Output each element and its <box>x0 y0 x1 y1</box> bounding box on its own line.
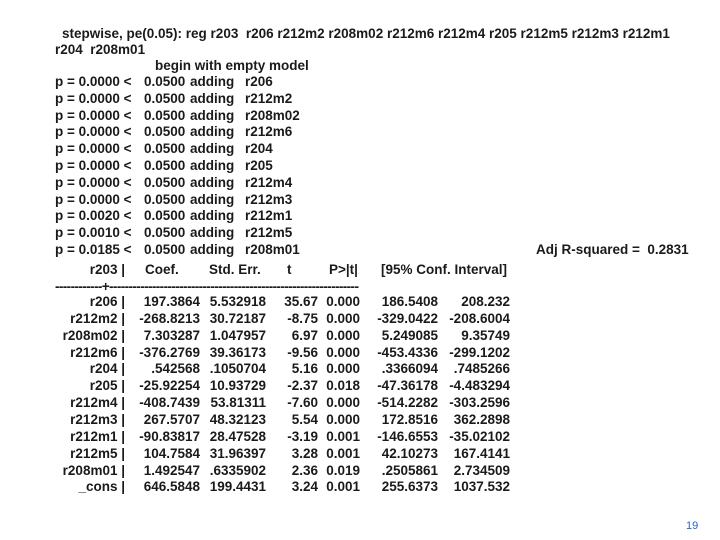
step-action: adding <box>190 74 235 89</box>
step-action: adding <box>190 124 235 140</box>
step-threshold: 0.0500 <box>144 208 186 224</box>
step-variable: r204 <box>245 141 273 157</box>
header-coef: Coef. <box>145 262 179 277</box>
cell-ci-low: -47.36178 <box>377 378 438 394</box>
cell-variable: r206 | <box>89 294 125 309</box>
cell-pvalue: 0.000 <box>326 361 360 377</box>
cell-variable: r212m1 | <box>70 428 125 444</box>
cell-ci-low: .2505861 <box>381 462 438 478</box>
step-threshold: 0.0500 <box>144 74 186 89</box>
cell-coef: 267.5707 <box>143 411 200 427</box>
cell-ci-high: -303.2596 <box>449 395 510 411</box>
cell-ci-low: -146.6553 <box>377 428 438 444</box>
cell-t: -8.75 <box>287 310 318 326</box>
step-pvalue: p = 0.0020 < <box>55 208 132 224</box>
step-action: adding <box>190 107 235 123</box>
cell-ci-high: -4.483294 <box>449 378 510 394</box>
cell-stderr: 48.32123 <box>209 411 266 427</box>
cell-pvalue: 0.001 <box>326 445 360 461</box>
cell-stderr: 1.047957 <box>209 327 266 343</box>
cell-pvalue: 0.000 <box>326 327 360 343</box>
step-variable: r212m6 <box>245 124 293 140</box>
header-t: t <box>287 262 292 277</box>
cell-ci-high: 167.4141 <box>453 445 510 461</box>
step-action: adding <box>190 242 235 257</box>
step-action: adding <box>190 191 235 207</box>
cell-stderr: 10.93729 <box>209 378 266 394</box>
cell-pvalue: 0.001 <box>326 428 360 444</box>
step-action: adding <box>190 141 235 157</box>
cell-t: 35.67 <box>284 294 318 309</box>
cell-ci-high: 362.2898 <box>453 411 510 427</box>
cell-coef: -90.83817 <box>139 428 200 444</box>
step-pvalue: p = 0.0000 < <box>55 158 132 173</box>
step-variable: r208m02 <box>245 107 300 123</box>
cell-ci-high: .7485266 <box>453 361 510 377</box>
step-pvalue: p = 0.0000 < <box>55 74 132 89</box>
cell-stderr: 28.47528 <box>209 428 266 444</box>
step-action: adding <box>190 90 235 106</box>
step-action: adding <box>190 174 235 190</box>
step-pvalue: p = 0.0000 < <box>55 124 132 140</box>
adj-r-squared: Adj R-squared = 0.2831 <box>536 242 689 257</box>
cell-t: 5.16 <box>291 361 318 377</box>
cell-pvalue: 0.000 <box>326 411 360 427</box>
cell-coef: 1.492547 <box>143 462 200 478</box>
cell-ci-low: .3366094 <box>381 361 438 377</box>
cell-ci-low: -514.2282 <box>377 395 438 411</box>
command-line-2: r204 r208m01 <box>55 42 146 57</box>
cell-ci-high: 2.734509 <box>453 462 510 478</box>
step-variable: r212m4 <box>245 174 293 190</box>
cell-ci-high: -299.1202 <box>449 344 510 360</box>
cell-coef: 7.303287 <box>143 327 200 343</box>
cell-variable: _cons | <box>78 479 125 495</box>
cell-variable: r204 | <box>89 361 125 377</box>
cell-coef: 197.3864 <box>143 294 200 309</box>
cell-variable: r212m4 | <box>70 395 125 411</box>
cell-coef: .542568 <box>151 361 200 377</box>
step-threshold: 0.0500 <box>144 158 186 173</box>
cell-t: 5.54 <box>291 411 318 427</box>
cell-ci-high: -208.6004 <box>449 310 510 326</box>
command-line-1: stepwise, pe(0.05): reg r203 r206 r212m2 r208m02 r212m6 r212m4 r205 r212m5 r212m3 r212m1 <box>62 26 670 41</box>
cell-pvalue: 0.019 <box>326 462 360 478</box>
cell-t: -9.56 <box>287 344 318 360</box>
cell-coef: 646.5848 <box>143 479 200 495</box>
header-stderr: Std. Err. <box>209 262 261 277</box>
cell-stderr: 39.36173 <box>209 344 266 360</box>
cell-stderr: 30.72187 <box>209 310 266 326</box>
cell-ci-low: -329.0422 <box>377 310 438 326</box>
cell-t: 3.24 <box>291 479 318 495</box>
step-threshold: 0.0500 <box>144 225 186 241</box>
cell-t: 2.36 <box>291 462 318 478</box>
begin-empty-model: begin with empty model <box>155 58 309 73</box>
cell-stderr: 53.81311 <box>210 395 266 411</box>
cell-ci-low: 186.5408 <box>381 294 438 309</box>
cell-coef: 104.7584 <box>143 445 200 461</box>
cell-t: 3.28 <box>291 445 318 461</box>
cell-stderr: 5.532918 <box>209 294 266 309</box>
step-threshold: 0.0500 <box>144 174 186 190</box>
cell-variable: r212m2 | <box>70 310 125 326</box>
step-variable: r208m01 <box>245 242 300 257</box>
cell-ci-high: 1037.532 <box>453 479 510 495</box>
step-action: adding <box>190 158 235 173</box>
step-variable: r212m3 <box>245 191 293 207</box>
step-action: adding <box>190 208 235 224</box>
cell-variable: r212m6 | <box>70 344 125 360</box>
header-conf-interval: [95% Conf. Interval] <box>381 262 508 277</box>
cell-stderr: .6335902 <box>209 462 266 478</box>
cell-t: -3.19 <box>287 428 318 444</box>
step-variable: r212m5 <box>245 225 293 241</box>
cell-pvalue: 0.000 <box>326 395 360 411</box>
page-number: 19 <box>686 520 699 532</box>
cell-variable: r208m01 | <box>62 462 125 478</box>
cell-variable: r212m3 | <box>70 411 125 427</box>
step-variable: r205 <box>245 158 273 173</box>
cell-coef: -376.2769 <box>139 344 200 360</box>
step-variable: r206 <box>245 74 273 89</box>
cell-ci-low: 255.6373 <box>381 479 438 495</box>
cell-t: 6.97 <box>291 327 318 343</box>
cell-ci-low: 5.249085 <box>381 327 438 343</box>
cell-ci-low: 42.10273 <box>381 445 438 461</box>
cell-coef: -25.92254 <box>139 378 200 394</box>
step-threshold: 0.0500 <box>144 141 186 157</box>
cell-ci-high: 9.35749 <box>461 327 510 343</box>
cell-coef: -268.8213 <box>139 310 200 326</box>
step-pvalue: p = 0.0010 < <box>55 225 132 241</box>
cell-ci-low: -453.4336 <box>377 344 438 360</box>
cell-t: -2.37 <box>287 378 318 394</box>
cell-t: -7.60 <box>287 395 318 411</box>
table-divider: ------------+---------------------------------------------------------------- <box>55 279 359 294</box>
cell-variable: r205 | <box>89 378 125 394</box>
step-variable: r212m2 <box>245 90 293 106</box>
step-variable: r212m1 <box>245 208 293 224</box>
step-pvalue: p = 0.0185 < <box>55 242 132 257</box>
step-pvalue: p = 0.0000 < <box>55 141 132 157</box>
step-threshold: 0.0500 <box>144 90 186 106</box>
step-pvalue: p = 0.0000 < <box>55 191 132 207</box>
step-pvalue: p = 0.0000 < <box>55 90 132 106</box>
step-threshold: 0.0500 <box>144 107 186 123</box>
cell-stderr: 31.96397 <box>209 445 266 461</box>
cell-pvalue: 0.000 <box>326 294 360 309</box>
step-action: adding <box>190 225 235 241</box>
cell-pvalue: 0.000 <box>326 344 360 360</box>
cell-stderr: 199.4431 <box>209 479 266 495</box>
cell-pvalue: 0.001 <box>326 479 360 495</box>
step-threshold: 0.0500 <box>144 242 186 257</box>
cell-ci-high: -35.02102 <box>449 428 510 444</box>
header-depvar: r203 | <box>89 262 125 277</box>
cell-coef: -408.7439 <box>139 395 200 411</box>
step-pvalue: p = 0.0000 < <box>55 107 132 123</box>
cell-variable: r212m5 | <box>70 445 125 461</box>
step-pvalue: p = 0.0000 < <box>55 174 132 190</box>
cell-stderr: .1050704 <box>209 361 266 377</box>
step-threshold: 0.0500 <box>144 191 186 207</box>
header-pvalue: P>|t| <box>329 262 358 277</box>
cell-pvalue: 0.000 <box>326 310 360 326</box>
cell-pvalue: 0.018 <box>326 378 360 394</box>
cell-ci-low: 172.8516 <box>381 411 438 427</box>
step-threshold: 0.0500 <box>144 124 186 140</box>
cell-ci-high: 208.232 <box>461 294 510 309</box>
cell-variable: r208m02 | <box>62 327 125 343</box>
